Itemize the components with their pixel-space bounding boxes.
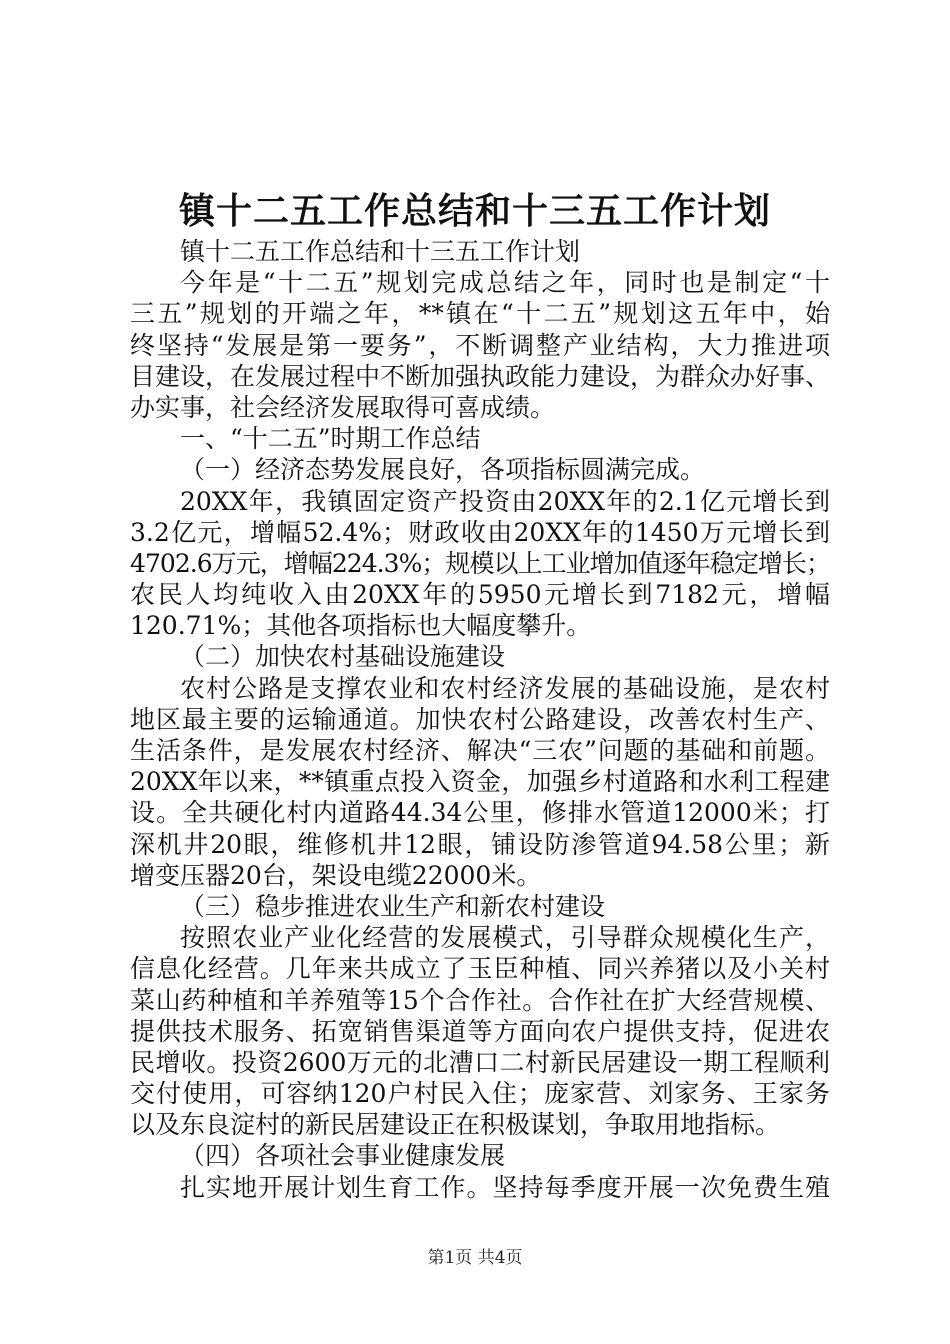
text-line: 增变压器20台，架设电缆22000米。 (130, 860, 542, 890)
text-line: 农村公路是支撑农业和农村经济发展的基础设施，是农村 (180, 673, 830, 703)
text-line: 信息化经营。几年来共成立了玉臣种植、同兴养猪以及小关村 (130, 954, 830, 984)
text-line: 一、“十二五”时期工作总结 (180, 424, 481, 454)
text-line: 提供技术服务、拓宽销售渠道等方面向农户提供支持，促进农 (130, 1016, 830, 1046)
text-line: 菜山药种植和羊养殖等15个合作社。合作社在扩大经营规模、 (130, 985, 830, 1015)
text-line: 4702.6万元，增幅224.3%；规模以上工业增加值逐年稳定增长； (130, 548, 830, 578)
text-line: 目建设，在发展过程中不断加强执政能力建设，为群众办好事、 (130, 361, 830, 391)
text-line: 三五”规划的开端之年，**镇在“十二五”规划这五年中，始 (130, 299, 830, 329)
text-line: 120.71%；其他各项指标也大幅度攀升。 (130, 611, 592, 641)
text-line: 按照农业产业化经营的发展模式，引导群众规模化生产， (180, 923, 830, 953)
text-line: 以及东良淀村的新民居建设正在积极谋划，争取用地指标。 (130, 1110, 781, 1140)
page-footer: 第1页 共4页 (427, 1248, 523, 1268)
text-line: 交付使用，可容纳120户村民入住；庞家营、刘家务、王家务 (130, 1079, 830, 1109)
document-title: 镇十二五工作总结和十三五工作计划 (178, 190, 771, 232)
text-line: 生活条件，是发展农村经济、解决“三农”问题的基础和前题。 (130, 736, 830, 765)
text-line: 镇十二五工作总结和十三五工作计划 (180, 237, 581, 266)
text-line: （一）经济态势发展良好，各项指标圆满完成。 (180, 455, 706, 485)
text-line: （四）各项社会事业健康发展 (180, 1141, 506, 1171)
text-line: （二）加快农村基础设施建设 (180, 642, 506, 672)
text-line: 地区最主要的运输通道。加快农村公路建设，改善农村生产、 (130, 704, 830, 734)
text-line: （三）稳步推进农业生产和新农村建设 (180, 891, 606, 921)
text-line: 办实事，社会经济发展取得可喜成绩。 (130, 392, 556, 422)
text-line: 今年是“十二五”规划完成总结之年，同时也是制定“十 (180, 268, 830, 298)
text-line: 20XX年，我镇固定资产投资由20XX年的2.1亿元增长到 (180, 486, 830, 516)
text-line: 民增收。投资2600万元的北漕口二村新民居建设一期工程顺利 (130, 1047, 830, 1077)
text-line: 终坚持“发展是第一要务”，不断调整产业结构，大力推进项 (130, 330, 830, 360)
text-line: 扎实地开展计划生育工作。坚持每季度开展一次免费生殖 (180, 1172, 830, 1202)
document-body (130, 236, 830, 1203)
text-line: 3.2亿元，增幅52.4%；财政收由20XX年的1450万元增长到 (130, 517, 830, 547)
text-line: 深机井20眼，维修机井12眼，铺设防渗管道94.58公里；新 (130, 829, 830, 859)
text-line: 设。全共硬化村内道路44.34公里，修排水管道12000米；打 (130, 798, 830, 828)
text-line: 20XX年以来，**镇重点投入资金，加强乡村道路和水利工程建 (130, 767, 830, 797)
text-line: 农民人均纯收入由20XX年的5950元增长到7182元，增幅 (130, 580, 830, 610)
